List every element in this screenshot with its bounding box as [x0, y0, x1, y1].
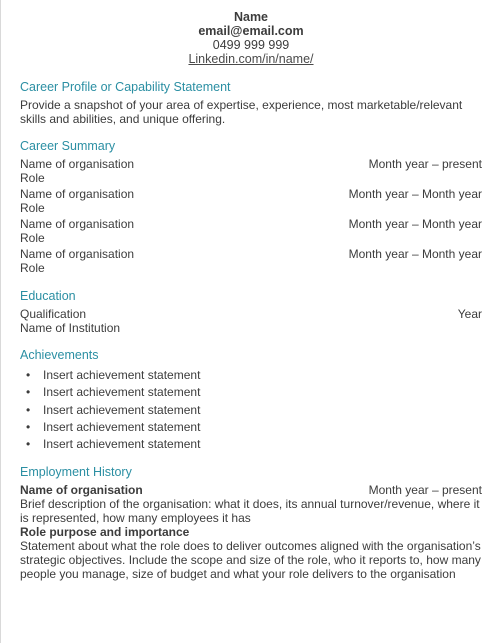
applicant-phone: 0499 999 999 [212, 38, 290, 52]
contact-header [20, 0, 482, 66]
role-label: Role [20, 261, 45, 275]
qualification: Qualification [20, 307, 87, 321]
bullet-icon: • [26, 385, 31, 400]
organisation-description: Brief description of the organisation: what it does, its annual turnover/revenue, where it is represented, how many employees it has [20, 497, 480, 526]
education-institution-row [20, 321, 482, 335]
role-label: Role [20, 171, 45, 185]
career-summary-role [20, 201, 482, 215]
employment-dates: Month year – Month year [348, 247, 482, 261]
achievements-list [20, 367, 482, 453]
education-heading: Education [20, 289, 76, 303]
career-summary-list [20, 157, 482, 275]
employment-dates: Month year – Month year [348, 187, 482, 201]
organisation-name: Name of organisation [20, 157, 135, 171]
employment-dates: Month year – present [368, 483, 482, 498]
list-item [26, 402, 482, 419]
career-summary-entry [20, 187, 482, 201]
employment-organisation: Name of organisation [20, 483, 143, 498]
list-item [26, 419, 482, 436]
role-purpose-text: Statement about what the role does to deliver outcomes aligned with the organisation’s strategic objectives. Include the scope and size of the role, who it reports to, how many people you manage, size of budget and what your role delivers to the organisation [20, 539, 481, 582]
career-summary-entry [20, 247, 482, 261]
career-profile-heading: Career Profile or Capability Statement [20, 80, 231, 94]
list-item [26, 367, 482, 384]
role-purpose-heading: Role purpose and importance [20, 525, 190, 540]
achievement-statement: Insert achievement statement [43, 437, 201, 452]
achievement-statement: Insert achievement statement [43, 419, 201, 434]
career-summary-heading: Career Summary [20, 139, 116, 153]
education-entry [20, 307, 482, 321]
organisation-name: Name of organisation [20, 217, 135, 231]
bullet-icon: • [26, 402, 31, 417]
bullet-icon: • [26, 368, 31, 382]
achievement-statement: Insert achievement statement [43, 368, 201, 382]
employment-dates: Month year – present [368, 157, 482, 171]
bullet-icon: • [26, 437, 31, 452]
achievements-heading: Achievements [20, 348, 99, 362]
role-label: Role [20, 231, 45, 245]
career-summary-entry [20, 217, 482, 231]
career-summary-entry [20, 157, 482, 171]
institution-name: Name of Institution [20, 321, 121, 335]
applicant-email[interactable]: email@email.com [198, 24, 304, 38]
employment-dates: Month year – Month year [348, 217, 482, 231]
education-year: Year [457, 307, 482, 321]
career-summary-role [20, 231, 482, 245]
list-item [26, 436, 482, 453]
bullet-icon: • [26, 419, 31, 434]
list-item [26, 384, 482, 401]
career-summary-role [20, 171, 482, 185]
career-profile-text: Provide a snapshot of your area of expertise, experience, most marketable/relevant skills and abilities, and unique offering. [20, 98, 463, 126]
achievement-statement: Insert achievement statement [43, 402, 201, 417]
linkedin-link[interactable]: Linkedin.com/in/name/ [188, 52, 314, 66]
organisation-name: Name of organisation [20, 187, 135, 201]
employment-entry [20, 483, 482, 497]
achievement-statement: Insert achievement statement [43, 385, 201, 400]
employment-history-heading: Employment History [20, 465, 132, 480]
career-summary-role [20, 261, 482, 275]
organisation-name: Name of organisation [20, 247, 135, 261]
role-label: Role [20, 201, 45, 215]
applicant-name: Name [233, 10, 269, 24]
